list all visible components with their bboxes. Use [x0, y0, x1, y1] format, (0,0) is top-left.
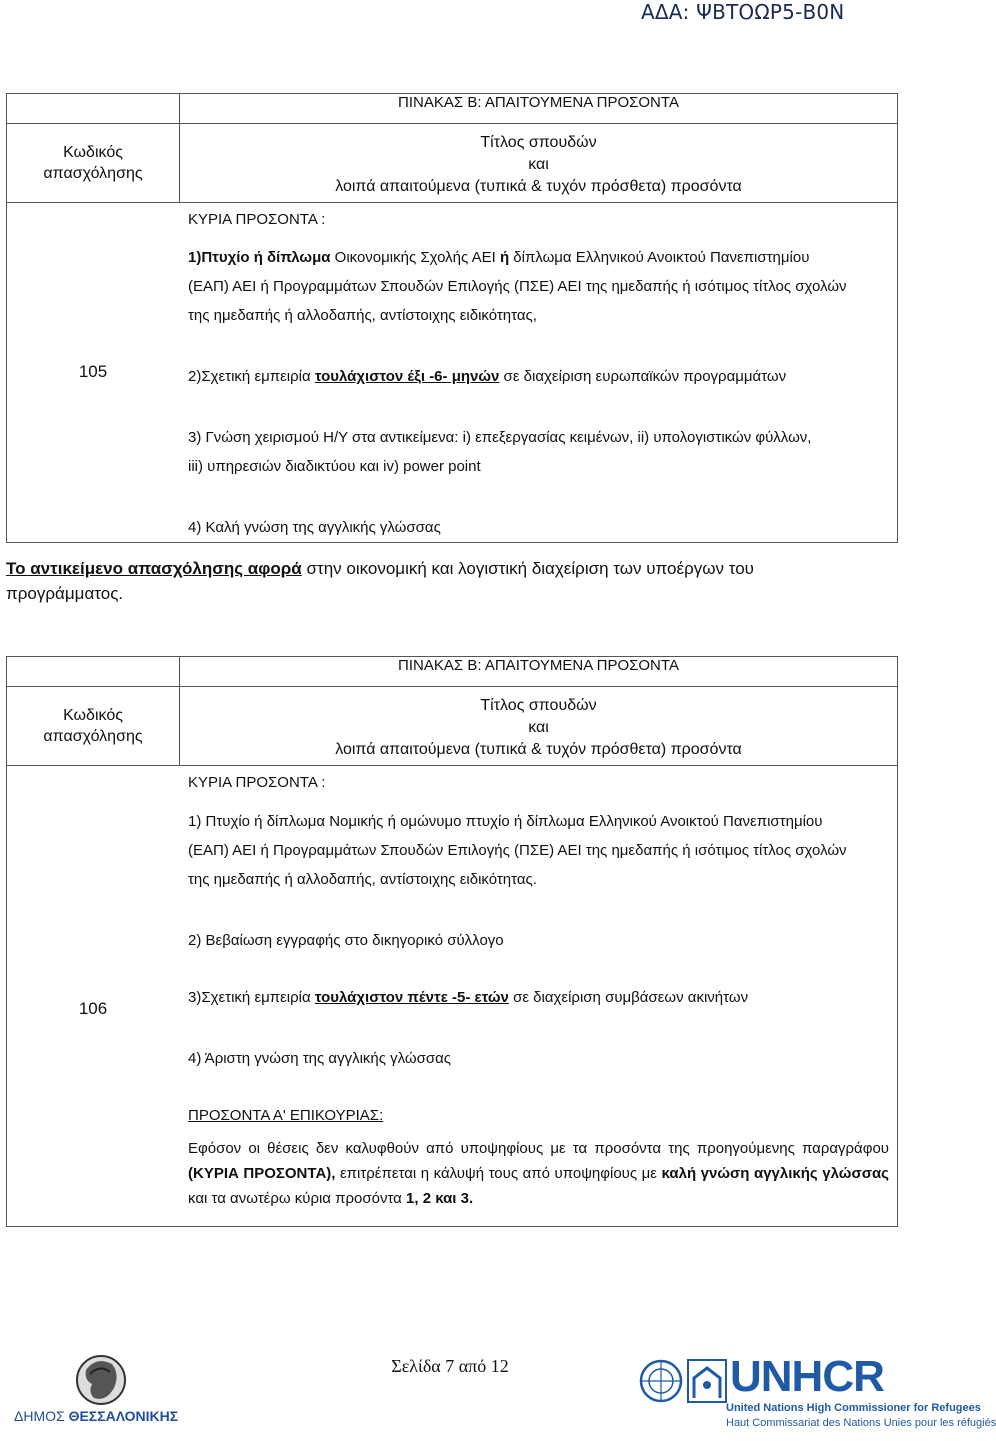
table-title: ΠΙΝΑΚΑΣ Β: ΑΠΑΙΤΟΥΜΕΝΑ ΠΡΟΣΟΝΤΑ	[180, 94, 898, 124]
table-title: ΠΙΝΑΚΑΣ Β: ΑΠΑΙΤΟΥΜΕΝΑ ΠΡΟΣΟΝΤΑ	[180, 657, 898, 687]
job-code: 105	[78, 362, 108, 381]
secondary-qualifications-text: Εφόσον οι θέσεις δεν καλυφθούν από υποψηφίους με τα προσόντα της προηγούμενης παραγράφου (ΚΥΡΙΑ ΠΡΟΣΟΝΤΑ), επιτρέπεται η κάλυψή τους από υποψηφίους με καλή γνώση αγγλικής γλώσσας και τα ανωτέρω κύρια προσόντα 1, 2 και 3.	[188, 1140, 889, 1207]
qualification-1: 1) Πτυχίο ή δίπλωμα Νομικής ή ομώνυμο πτυχίο ή δίπλωμα Ελληνικού Ανοικτού Πανεπιστημίου	[188, 813, 823, 830]
page-number: Σελίδα 7 από 12	[391, 1356, 509, 1376]
qualification-4: 4) Καλή γνώση της αγγλικής γλώσσας	[188, 519, 441, 536]
code-column-header: Κωδικός απασχόλησης	[7, 687, 180, 766]
main-qualifications-label: ΚΥΡΙΑ ΠΡΟΣΟΝΤΑ :	[188, 774, 326, 791]
qualifications-column-header: Τίτλος σπουδών και λοιπά απαιτούμενα (τυπικά & τυχόν πρόσθετα) προσόντα	[180, 687, 898, 766]
requirements-table-106	[6, 656, 898, 1227]
un-emblem-icon	[638, 1358, 684, 1404]
qualification-4: 4) Άριστη γνώση της αγγλικής γλώσσας	[188, 1050, 452, 1067]
alexander-head-icon	[66, 1352, 136, 1410]
unhcr-logo: UNHCR United Nations High Commissioner for Refugees Haut Commissariat des Nations Unies pour les réfugiés	[610, 1352, 955, 1438]
job-code: 106	[78, 999, 108, 1018]
qualifications-body: 106 ΚΥΡΙΑ ΠΡΟΣΟΝΤΑ : 1) Πτυχίο ή δίπλωμα Νομικής ή ομώνυμο πτυχίο ή δίπλωμα Ελληνικού Ανοικτού Πανεπιστημίου (ΕΑΠ) ΑΕΙ ή Προγραμμάτων Σπουδών Επιλογής (ΠΣΕ) ΑΕΙ της ημεδαπής ή ισότιμος τίτλος σχολών της ημεδαπής ή αλλοδαπής, αντίστοιχης ειδικότητας. 2) Βεβαίωση εγγραφής στο δικηγορικό σύλλογο 3)Σχετική εμπειρία τουλάχιστον πέντε -5- ετών σε διαχείριση συμβάσεων ακινήτων 4) Άριστη γνώση της αγγλικής γλώσσας ΠΡΟΣΟΝΤΑ Α' ΕΠΙΚΟΥΡΙΑΣ: Εφόσον οι θέσεις δεν καλυφθούν από υποψηφίους με τα προσόντα της προηγούμενης παραγράφου (ΚΥΡΙΑ ΠΡΟΣΟΝΤΑ), επιτρέπεται η κάλυψή τους από υποψηφίους με καλή γνώση αγγλικής γλώσσας και τα ανωτέρω κύρια προσόντα 1, 2 και 3.	[7, 766, 898, 1227]
qualifications-column-header: Τίτλος σπουδών και λοιπά απαιτούμενα (τυπικά & τυχόν πρόσθετα) προσόντα	[180, 124, 898, 203]
qualification-1: 1)Πτυχίο ή δίπλωμα Οικονομικής Σχολής ΑΕΙ ή δίπλωμα Ελληνικού Ανοικτού Πανεπιστημίου	[188, 249, 810, 266]
code-column-header: Κωδικός απασχόλησης	[7, 124, 180, 203]
qualifications-body: 105 ΚΥΡΙΑ ΠΡΟΣΟΝΤΑ : 1)Πτυχίο ή δίπλωμα Οικονομικής Σχολής ΑΕΙ ή δίπλωμα Ελληνικού Ανοικτού Πανεπιστημίου (ΕΑΠ) ΑΕΙ ή Προγραμμάτων Σπουδών Επιλογής (ΠΣΕ) ΑΕΙ της ημεδαπής ή ισότιμος τίτλος σχολών της ημεδαπής ή αλλοδαπής, αντίστοιχης ειδικότητας, 2)Σχετική εμπειρία τουλάχιστον έξι -6- μηνών σε διαχείριση ευρωπαϊκών προγραμμάτων 3) Γνώση χειρισμού Η/Υ στα αντικείμενα: i) επεξεργασίας κειμένων, ii) υπολογιστικών φύλλων, iii) υπηρεσιών διαδικτύου και iv) power point 4) Καλή γνώση της αγγλικής γλώσσας	[7, 203, 898, 543]
qualification-2: 2) Βεβαίωση εγγραφής στο δικηγορικό σύλλογο	[188, 932, 504, 949]
qualification-3: 3)Σχετική εμπειρία τουλάχιστον πέντε -5- ετών σε διαχείριση συμβάσεων ακινήτων	[188, 989, 749, 1006]
job-object-paragraph: Το αντικείμενο απασχόλησης αφορά στην οικονομική και λογιστική διαχείριση των υποέργων του προγράμματος.	[6, 559, 754, 603]
document-ada-number: ΑΔΑ: ΨΒΤΟΩΡ5-Β0Ν	[641, 0, 845, 24]
thessaloniki-logo: ΔΗΜΟΣ ΘΕΣΣΑΛΟΝΙΚΗΣ	[14, 1352, 194, 1432]
main-qualifications-label: ΚΥΡΙΑ ΠΡΟΣΟΝΤΑ :	[188, 211, 326, 228]
unhcr-shelter-icon	[686, 1358, 728, 1404]
secondary-qualifications-label: ΠΡΟΣΟΝΤΑ Α' ΕΠΙΚΟΥΡΙΑΣ:	[188, 1107, 384, 1124]
requirements-table-105	[6, 93, 898, 543]
qualification-2: 2)Σχετική εμπειρία τουλάχιστον έξι -6- μηνών σε διαχείριση ευρωπαϊκών προγραμμάτων	[188, 368, 787, 385]
qualification-3: 3) Γνώση χειρισμού Η/Υ στα αντικείμενα: i) επεξεργασίας κειμένων, ii) υπολογιστικών φύλλων,	[188, 429, 812, 446]
